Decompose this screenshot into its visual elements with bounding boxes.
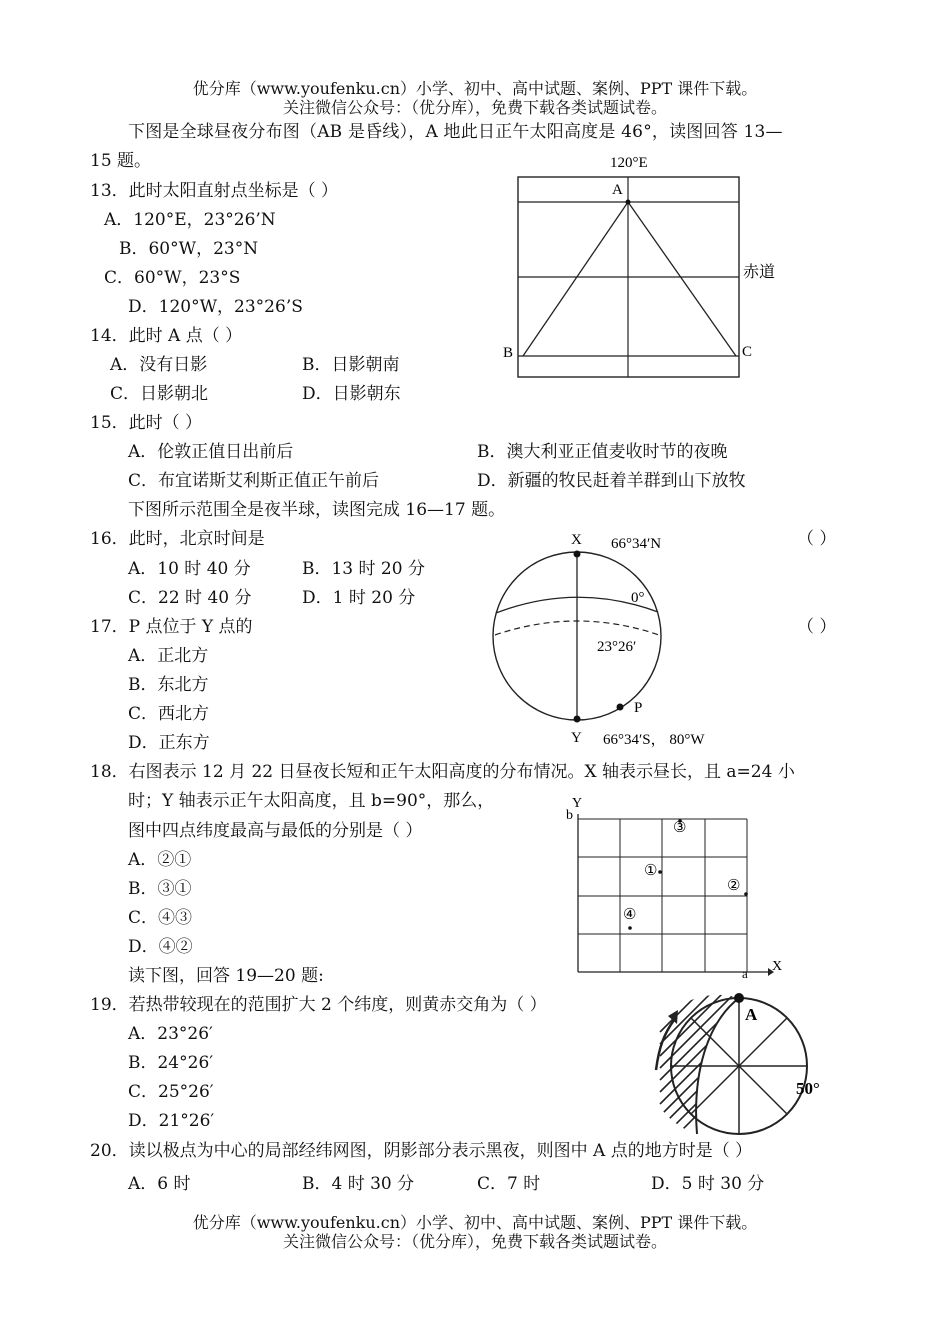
q14-option-c[interactable]: C．日影朝北 (110, 384, 209, 404)
intro-13-line-2: 15 题。 (90, 151, 152, 171)
q17-stem: 17．P 点位于 Y 点的 (90, 617, 253, 637)
fig2-label-y: Y (571, 730, 582, 746)
q15-stem: 15．此时（ ） (90, 413, 203, 433)
night-hemisphere-figure (486, 527, 746, 752)
fig3-grid (578, 819, 747, 972)
daylength-grid-figure (560, 796, 790, 981)
q19-option-b[interactable]: B．24°26′ (128, 1053, 214, 1073)
fig3-label-4: ④ (623, 907, 637, 923)
fig1-label-c: C (742, 344, 753, 360)
q16-option-c[interactable]: C．22 时 40 分 (128, 588, 252, 608)
fig3-x-axis-label: X (772, 959, 783, 974)
q14-option-b[interactable]: B．日影朝南 (302, 355, 400, 375)
q13-stem: 13．此时太阳直射点坐标是（ ） (90, 181, 339, 201)
q16-answer-blank[interactable]: （ ） (797, 529, 837, 549)
footer-line-1: 优分库（www.youfenku.cn）小学、初中、高中试题、案例、PPT 课件下载。 (192, 1213, 758, 1232)
q17-option-b[interactable]: B．东北方 (128, 675, 209, 695)
fig1-label-b: B (503, 345, 514, 361)
fig4-degree-label: 50° (796, 1079, 820, 1098)
footer-line-2: 关注微信公众号：（优分库），免费下载各类试题试卷。 (282, 1232, 667, 1251)
fig2-point-p (617, 704, 624, 711)
day-night-map-figure (496, 150, 786, 385)
q18-option-b[interactable]: B．③① (128, 879, 192, 899)
q16-stem: 16．此时，北京时间是 (90, 529, 265, 549)
fig3-a-label: a (742, 966, 748, 981)
q18-line-3: 图中四点纬度最高与最低的分别是（ ） (128, 821, 423, 841)
q17-option-d[interactable]: D．正东方 (128, 733, 210, 753)
fig3-point-2 (744, 892, 748, 896)
q15-option-a[interactable]: A．伦敦正值日出前后 (128, 442, 294, 462)
q13-option-c[interactable]: C．60°W，23°S (104, 268, 241, 288)
q17-answer-blank[interactable]: （ ） (797, 617, 837, 637)
q18-line-2: 时；Y 轴表示正午太阳高度，且 b=90°，那么， (128, 791, 495, 811)
fig2-point-x (574, 551, 581, 558)
fig1-line-ac (628, 202, 736, 356)
fig3-b-label: b (566, 808, 573, 823)
q13-option-d[interactable]: D．120°W，23°26’S (128, 297, 303, 317)
intro-13-line-1: 下图是全球昼夜分布图（AB 是昏线），A 地此日正午太阳高度是 46°，读图回答 13— (128, 122, 783, 142)
fig2-top-lat: 66°34′N (611, 536, 662, 552)
q18-line-1: 18．右图表示 12 月 22 日昼夜长短和正午太阳高度的分布情况。X 轴表示昼长，且 a=24 小 (90, 762, 795, 782)
fig2-label-x: X (571, 532, 582, 548)
fig2-tropic: 23°26′ (597, 639, 637, 655)
fig1-equator-label: 赤道 (743, 264, 776, 281)
q19-stem: 19．若热带较现在的范围扩大 2 个纬度，则黄赤交角为（ ） (90, 995, 547, 1015)
fig1-point-a (626, 200, 631, 205)
q13-option-a[interactable]: A．120°E，23°26’N (104, 210, 276, 230)
fig2-label-p: P (634, 700, 643, 716)
q13-option-b[interactable]: B．60°W，23°N (119, 239, 259, 259)
q15-option-c[interactable]: C．布宜诺斯艾利斯正值正午前后 (128, 471, 380, 491)
q20-option-d[interactable]: D．5 时 30 分 (651, 1174, 765, 1194)
q15-option-d[interactable]: D．新疆的牧民赶着羊群到山下放牧 (477, 471, 746, 491)
intro-19: 读下图，回答 19—20 题: (128, 966, 324, 986)
fig1-top-label: 120°E (610, 155, 648, 171)
fig3-point-4 (628, 926, 632, 930)
q15-option-b[interactable]: B．澳大利亚正值麦收时节的夜晚 (477, 442, 728, 462)
q19-option-d[interactable]: D．21°26′ (128, 1111, 215, 1131)
fig2-zero: 0° (631, 590, 645, 606)
q14-stem: 14．此时 A 点（ ） (90, 326, 243, 346)
fig3-y-axis-label: Y (572, 796, 583, 811)
q19-option-c[interactable]: C．25°26′ (128, 1082, 214, 1102)
q14-option-d[interactable]: D．日影朝东 (302, 384, 401, 404)
q17-option-c[interactable]: C．西北方 (128, 704, 210, 724)
header-line-2: 关注微信公众号：（优分库），免费下载各类试题试卷。 (282, 98, 667, 117)
q18-option-a[interactable]: A．②① (128, 850, 192, 870)
fig3-point-1 (658, 870, 662, 874)
q14-option-a[interactable]: A．没有日影 (110, 355, 208, 375)
fig3-label-3: ③ (673, 820, 687, 836)
q20-option-b[interactable]: B．4 时 30 分 (302, 1174, 415, 1194)
q18-option-d[interactable]: D．④② (128, 937, 193, 957)
fig4-point-a (734, 993, 744, 1003)
q20-stem: 20．读以极点为中心的局部经纬网图，阴影部分表示黑夜，则图中 A 点的地方时是（ ） (90, 1141, 753, 1161)
q18-option-c[interactable]: C．④③ (128, 908, 193, 928)
q19-option-a[interactable]: A．23°26′ (128, 1024, 213, 1044)
fig1-label-a: A (612, 182, 623, 198)
q16-option-a[interactable]: A．10 时 40 分 (128, 559, 251, 579)
polar-view-figure (640, 992, 830, 1142)
fig3-label-2: ② (727, 878, 741, 894)
header-line-1: 优分库（www.youfenku.cn）小学、初中、高中试题、案例、PPT 课件下载。 (192, 79, 758, 98)
fig2-bottom-label: 66°34′S， 80°W (603, 732, 705, 748)
q20-option-c[interactable]: C．7 时 (477, 1174, 541, 1194)
fig4-label-a: A (745, 1005, 758, 1024)
fig3-label-1: ① (644, 863, 658, 879)
intro-16: 下图所示范围全是夜半球，读图完成 16—17 题。 (128, 500, 506, 520)
q16-option-d[interactable]: D．1 时 20 分 (302, 588, 416, 608)
q17-option-a[interactable]: A．正北方 (128, 646, 209, 666)
fig2-point-y (574, 716, 581, 723)
q20-option-a[interactable]: A．6 时 (128, 1174, 191, 1194)
fig1-terminator-ab (523, 202, 628, 356)
q16-option-b[interactable]: B．13 时 20 分 (302, 559, 425, 579)
fig4-meridians (671, 998, 807, 1134)
